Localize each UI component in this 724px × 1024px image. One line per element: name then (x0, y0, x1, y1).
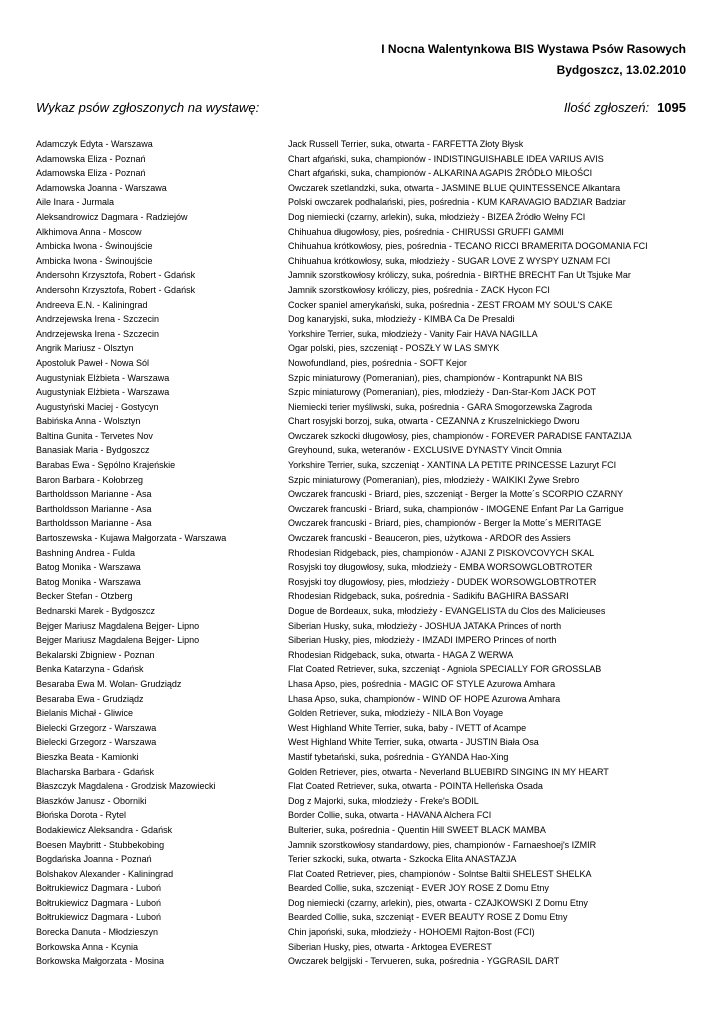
list-item (36, 825, 686, 836)
owner-name: Aile Inara - Jurmala (36, 197, 115, 208)
dog-entry: Yorkshire Terrier, suka, szczeniąt - XANTINA LA PETITE PRINCESSE Lazuryt FCI (288, 460, 617, 471)
owner-name: Bieszka Beata - Kamionki (36, 751, 139, 762)
owner-name: Bartholdsson Marianne - Asa (36, 518, 152, 529)
dog-entry: Terier szkocki, suka, otwarta - Szkocka Elita ANASTAZJA (288, 854, 517, 865)
owner-name: Bodakiewicz Aleksandra - Gdańsk (36, 824, 173, 835)
dog-entry: Siberian Husky, pies, otwarta - Arktogea EVEREST (288, 941, 492, 952)
owner-name: Błońska Dorota - Rytel (36, 810, 127, 821)
list-item (36, 241, 686, 252)
dog-entry: Greyhound, suka, weteranów - EXCLUSIVE DYNASTY Vincit Omnia (288, 445, 562, 456)
list-item (36, 445, 686, 456)
list-item (36, 256, 686, 267)
owner-name: Banasiak Maria - Bydgoszcz (36, 445, 150, 456)
list-item (36, 737, 686, 748)
list-item (36, 781, 686, 792)
owner-name: Andreeva E.N. - Kaliningrad (36, 299, 148, 310)
entry-count-value: 1095 (657, 100, 686, 115)
dog-entry: Chart rosyjski borzoj, suka, otwarta - CEZANNA z Kruszelnickiego Dworu (288, 416, 580, 427)
dog-entry: Nowofundland, pies, pośrednia - SOFT Kejor (288, 357, 467, 368)
list-item (36, 285, 686, 296)
list-item (36, 767, 686, 778)
list-item (36, 694, 686, 705)
owner-name: Apostoluk Paweł - Nowa Sól (36, 357, 150, 368)
owner-name: Aleksandrowicz Dagmara - Radziejów (36, 211, 188, 222)
owner-name: Ambicka Iwona - Świnoujście (36, 241, 153, 252)
list-item (36, 197, 686, 208)
dog-entry: Ogar polski, pies, szczeniąt - POSZŁY W LAS SMYK (288, 343, 500, 354)
dog-entry: Dogue de Bordeaux, suka, młodzieży - EVANGELISTA du Clos des Malicieuses (288, 606, 606, 616)
list-item (36, 460, 686, 471)
dog-entry: West Highland White Terrier, suka, otwarta - JUSTIN Biała Osa (288, 737, 539, 748)
owner-name: Blacharska Barbara - Gdańsk (36, 766, 155, 777)
list-item (36, 679, 686, 690)
dog-entry: Chihuahua krótkowłosy, suka, młodzieży - SUGAR LOVE Z WYSPY UZNAM FCI (288, 255, 611, 266)
list-item (36, 723, 686, 734)
list-item (36, 664, 686, 675)
owner-name: Adamowska Joanna - Warszawa (36, 182, 167, 193)
owner-name: Bejger Mariusz Magdalena Bejger- Lipno (36, 620, 200, 631)
list-item (36, 912, 686, 923)
list-item (36, 927, 686, 938)
dog-entry: Dog kanaryjski, suka, młodzieży - KIMBA Ca De Presaldi (288, 314, 515, 325)
owner-name: Bednarski Marek - Bydgoszcz (36, 606, 156, 616)
dog-entry: Dog niemiecki (czarny, arlekin), pies, otwarta - CZAJKOWSKI Z Domu Etny (288, 897, 588, 908)
dog-entry: Chihuahua długowłosy, pies, pośrednia - CHIRUSSI GRUFFI GAMMI (288, 226, 564, 237)
dog-entry: Yorkshire Terrier, suka, młodzieży - Vanity Fair HAVA NAGILLA (288, 328, 538, 339)
list-item (36, 708, 686, 719)
owner-name: Błaszków Janusz - Oborniki (36, 795, 147, 806)
dog-entry: Chihuahua krótkowłosy, pies, pośrednia - TECANO RICCI BRAMERITA DOGOMANIA FCI (288, 241, 648, 252)
list-item (36, 343, 686, 354)
list-item (36, 358, 686, 369)
owner-name: Alkhimova Anna - Moscow (36, 226, 142, 237)
dog-entry: Rosyjski toy długowłosy, suka, młodzieży - EMBA WORSOWGLOBTROTER (288, 562, 593, 573)
owner-name: Besaraba Ewa M. Wolan- Grudziądz (36, 678, 182, 689)
dog-entry: Golden Retriever, pies, otwarta - Neverland BLUEBIRD SINGING IN MY HEART (288, 766, 609, 777)
dog-entry: Dog niemiecki (czarny, arlekin), suka, młodzieży - BIZEA Źródło Wełny FCI (288, 211, 586, 222)
owner-name: Borkowska Anna - Kcynia (36, 941, 139, 952)
dog-entry: Niemiecki terier myśliwski, suka, pośrednia - GARA Smogorzewska Zagroda (288, 401, 593, 412)
dog-entry: Dog z Majorki, suka, młodzieży - Freke's BODIL (288, 795, 479, 806)
dog-entry: Szpic miniaturowy (Pomeranian), pies, młodzieży - Dan-Star-Kom JACK POT (288, 387, 597, 398)
list-item (36, 489, 686, 500)
dog-entry: Lhasa Apso, suka, championów - WIND OF HOPE Azurowa Amhara (288, 693, 561, 704)
dog-entry: Bearded Collie, suka, szczeniąt - EVER BEAUTY ROSE Z Domu Etny (288, 912, 568, 923)
list-item (36, 650, 686, 661)
dog-entry: Owczarek szetlandzki, suka, otwarta - JASMINE BLUE QUINTESSENCE Alkantara (288, 182, 621, 193)
dog-entry: Jamnik szorstkowłosy króliczy, suka, pośrednia - BIRTHE BRECHT Fan Ut Tsjuke Mar (288, 270, 631, 281)
owner-name: Andersohn Krzysztofa, Robert - Gdańsk (36, 284, 196, 295)
list-item (36, 883, 686, 894)
owner-name: Batog Monika - Warszawa (36, 562, 141, 573)
owner-name: Andrzejewska Irena - Szczecin (36, 328, 160, 339)
list-item (36, 300, 686, 311)
owner-name: Bolshakov Alexander - Kaliningrad (36, 868, 174, 879)
dog-entry: Siberian Husky, suka, młodzieży - JOSHUA JATAKA Princes of north (288, 620, 562, 631)
list-item (36, 139, 686, 150)
dog-entry: West Highland White Terrier, suka, baby - IVETT of Acampe (288, 722, 527, 733)
list-item (36, 475, 686, 486)
dog-entry: Golden Retriever, suka, młodzieży - NILA Bon Voyage (288, 708, 504, 719)
owner-name: Bołtrukiewicz Dagmara - Luboń (36, 897, 162, 908)
list-item (36, 227, 686, 238)
dog-entry: Rhodesian Ridgeback, suka, pośrednia - Sadikifu BAGHIRA BASSARI (288, 591, 569, 602)
owner-name: Besaraba Ewa - Grudziądz (36, 693, 144, 704)
dog-entry: Szpic miniaturowy (Pomeranian), pies, młodzieży - WAIKIKI Żywe Srebro (288, 474, 580, 485)
list-item (36, 402, 686, 413)
owner-name: Boesen Maybritt - Stubbekobing (36, 839, 165, 850)
list-item (36, 577, 686, 588)
list-item (36, 898, 686, 909)
show-location-date: Bydgoszcz, 13.02.2010 (556, 63, 686, 77)
owner-name: Błaszczyk Magdalena - Grodzisk Mazowiecki (36, 781, 216, 792)
entries-list (36, 139, 686, 971)
dog-entry: Owczarek francuski - Briard, suka, championów - IMOGENE Enfant Par La Garrigue (288, 503, 624, 514)
owner-name: Adamczyk Edyta - Warszawa (36, 139, 153, 149)
entry-count-label: Ilość zgłoszeń: (563, 100, 650, 115)
list-item (36, 504, 686, 515)
list-item (36, 591, 686, 602)
owner-name: Borecka Danuta - Młodzieszyn (36, 927, 159, 938)
dog-entry: Rhodesian Ridgeback, suka, otwarta - HAGA Z WERWA (288, 649, 514, 660)
owner-name: Bogdańska Joanna - Poznań (36, 854, 152, 865)
list-item (36, 314, 686, 325)
dog-entry: Chart afgański, suka, championów - ALKARINA AGAPIS ŹRÓDŁO MIŁOŚCI (288, 168, 593, 179)
owner-name: Angrik Mariusz - Olsztyn (36, 343, 134, 354)
owner-name: Bartoszewska - Kujawa Małgorzata - Warszawa (36, 533, 227, 544)
list-item (36, 621, 686, 632)
list-item (36, 796, 686, 807)
owner-name: Benka Katarzyna - Gdańsk (36, 664, 144, 675)
owner-name: Borkowska Małgorzata - Mosina (36, 956, 165, 967)
owner-name: Baron Barbara - Kołobrzeg (36, 474, 144, 485)
list-item (36, 154, 686, 165)
list-item (36, 869, 686, 880)
owner-name: Becker Stefan - Otzberg (36, 591, 133, 602)
list-item (36, 635, 686, 646)
owner-name: Augustyniak Elżbieta - Warszawa (36, 372, 170, 383)
list-item (36, 810, 686, 821)
dog-entry: Lhasa Apso, pies, pośrednia - MAGIC OF STYLE Azurowa Amhara (288, 678, 556, 689)
dog-entry: Polski owczarek podhalański, pies, pośrednia - KUM KARAVAGIO BADZIAR Badziar (288, 197, 626, 208)
list-item (36, 606, 686, 617)
list-item (36, 270, 686, 281)
list-item (36, 840, 686, 851)
owner-name: Ambicka Iwona - Świnoujście (36, 255, 153, 266)
owner-name: Bejger Mariusz Magdalena Bejger- Lipno (36, 635, 200, 646)
dog-entry: Owczarek francuski - Beauceron, pies, użytkowa - ARDOR des Assiers (288, 533, 571, 544)
dog-entry: Flat Coated Retriever, pies, championów - Solntse Baltii SHELEST SHELKA (288, 868, 592, 879)
list-item (36, 212, 686, 223)
list-heading: Wykaz psów zgłoszonych na wystawę: (36, 100, 260, 115)
dog-entry: Flat Coated Retriever, suka, szczeniąt - Agniola SPECIALLY FOR GROSSLAB (288, 664, 602, 675)
entry-count (564, 100, 686, 115)
dog-entry: Owczarek szkocki długowłosy, pies, championów - FOREVER PARADISE FANTAZIJA (288, 430, 632, 441)
owner-name: Batog Monika - Warszawa (36, 576, 141, 587)
owner-name: Barabas Ewa - Sępólno Krajeńskie (36, 460, 176, 471)
dog-entry: Flat Coated Retriever, suka, otwarta - POINTA Helleńska Osada (288, 781, 543, 792)
dog-entry: Mastif tybetański, suka, pośrednia - GYANDA Hao-Xing (288, 751, 509, 762)
list-item (36, 854, 686, 865)
list-item (36, 548, 686, 559)
owner-name: Baltina Gunita - Tervetes Nov (36, 430, 153, 441)
list-item (36, 387, 686, 398)
list-item (36, 168, 686, 179)
dog-entry: Owczarek francuski - Briard, pies, championów - Berger la Motte´s MERITAGE (288, 518, 602, 529)
dog-entry: Rosyjski toy długowłosy, pies, młodzieży - DUDEK WORSOWGLOBTROTER (288, 576, 597, 587)
dog-entry: Siberian Husky, pies, młodzieży - IMZADI IMPERO Princes of north (288, 635, 557, 646)
dog-entry: Chart afgański, suka, championów - INDISTINGUISHABLE IDEA VARIUS AVIS (288, 153, 604, 164)
show-title: I Nocna Walentynkowa BIS Wystawa Psów Rasowych (381, 42, 686, 56)
owner-name: Adamowska Eliza - Poznań (36, 153, 146, 164)
list-item (36, 431, 686, 442)
owner-name: Babińska Anna - Wolsztyn (36, 416, 141, 427)
owner-name: Bielanis Michał - Gliwice (36, 708, 134, 719)
list-item (36, 942, 686, 953)
list-item (36, 752, 686, 763)
owner-name: Bekalarski Zbigniew - Poznan (36, 649, 155, 660)
dog-entry: Owczarek belgijski - Tervueren, suka, pośrednia - YGGRASIL DART (288, 956, 560, 967)
list-item (36, 373, 686, 384)
dog-entry: Jamnik szorstkowłosy standardowy, pies, championów - Farnaeshoej's IZMIR (288, 839, 597, 850)
list-item (36, 956, 686, 967)
list-item (36, 416, 686, 427)
list-item (36, 183, 686, 194)
list-item (36, 518, 686, 529)
dog-entry: Border Collie, suka, otwarta - HAVANA Alchera FCI (288, 810, 492, 821)
owner-name: Bielecki Grzegorz - Warszawa (36, 722, 157, 733)
owner-name: Andrzejewska Irena - Szczecin (36, 314, 160, 325)
dog-entry: Chin japoński, suka, młodzieży - HOHOEMI Rajton-Bost (FCI) (288, 927, 535, 938)
dog-entry: Szpic miniaturowy (Pomeranian), pies, championów - Kontrapunkt NA BIS (288, 372, 583, 383)
owner-name: Bołtrukiewicz Dagmara - Luboń (36, 912, 162, 923)
owner-name: Bartholdsson Marianne - Asa (36, 503, 152, 514)
owner-name: Bartholdsson Marianne - Asa (36, 489, 152, 500)
owner-name: Bołtrukiewicz Dagmara - Luboń (36, 883, 162, 894)
owner-name: Bashning Andrea - Fulda (36, 547, 136, 558)
dog-entry: Bearded Collie, suka, szczeniąt - EVER JOY ROSE Z Domu Etny (288, 883, 549, 894)
owner-name: Andersohn Krzysztofa, Robert - Gdańsk (36, 270, 196, 281)
list-item (36, 533, 686, 544)
owner-name: Adamowska Eliza - Poznań (36, 168, 146, 179)
owner-name: Augustyniak Elżbieta - Warszawa (36, 387, 170, 398)
list-item (36, 562, 686, 573)
dog-entry: Jack Russell Terrier, suka, otwarta - FARFETTA Złoty Błysk (288, 139, 524, 149)
dog-entry: Rhodesian Ridgeback, pies, championów - AJANI Z PISKOVCOVYCH SKAL (288, 547, 595, 558)
dog-entry: Owczarek francuski - Briard, pies, szczeniąt - Berger la Motte´s SCORPIO CZARNY (288, 489, 624, 500)
dog-entry: Bulterier, suka, pośrednia - Quentin Hill SWEET BLACK MAMBA (288, 824, 546, 835)
owner-name: Augustyński Maciej - Gostycyn (36, 401, 159, 412)
dog-entry: Cocker spaniel amerykański, suka, pośrednia - ZEST FROAM MY SOUL'S CAKE (288, 299, 613, 310)
owner-name: Bielecki Grzegorz - Warszawa (36, 737, 157, 748)
list-item (36, 329, 686, 340)
dog-entry: Jamnik szorstkowłosy króliczy, pies, pośrednia - ZACK Hycon FCI (288, 284, 550, 295)
